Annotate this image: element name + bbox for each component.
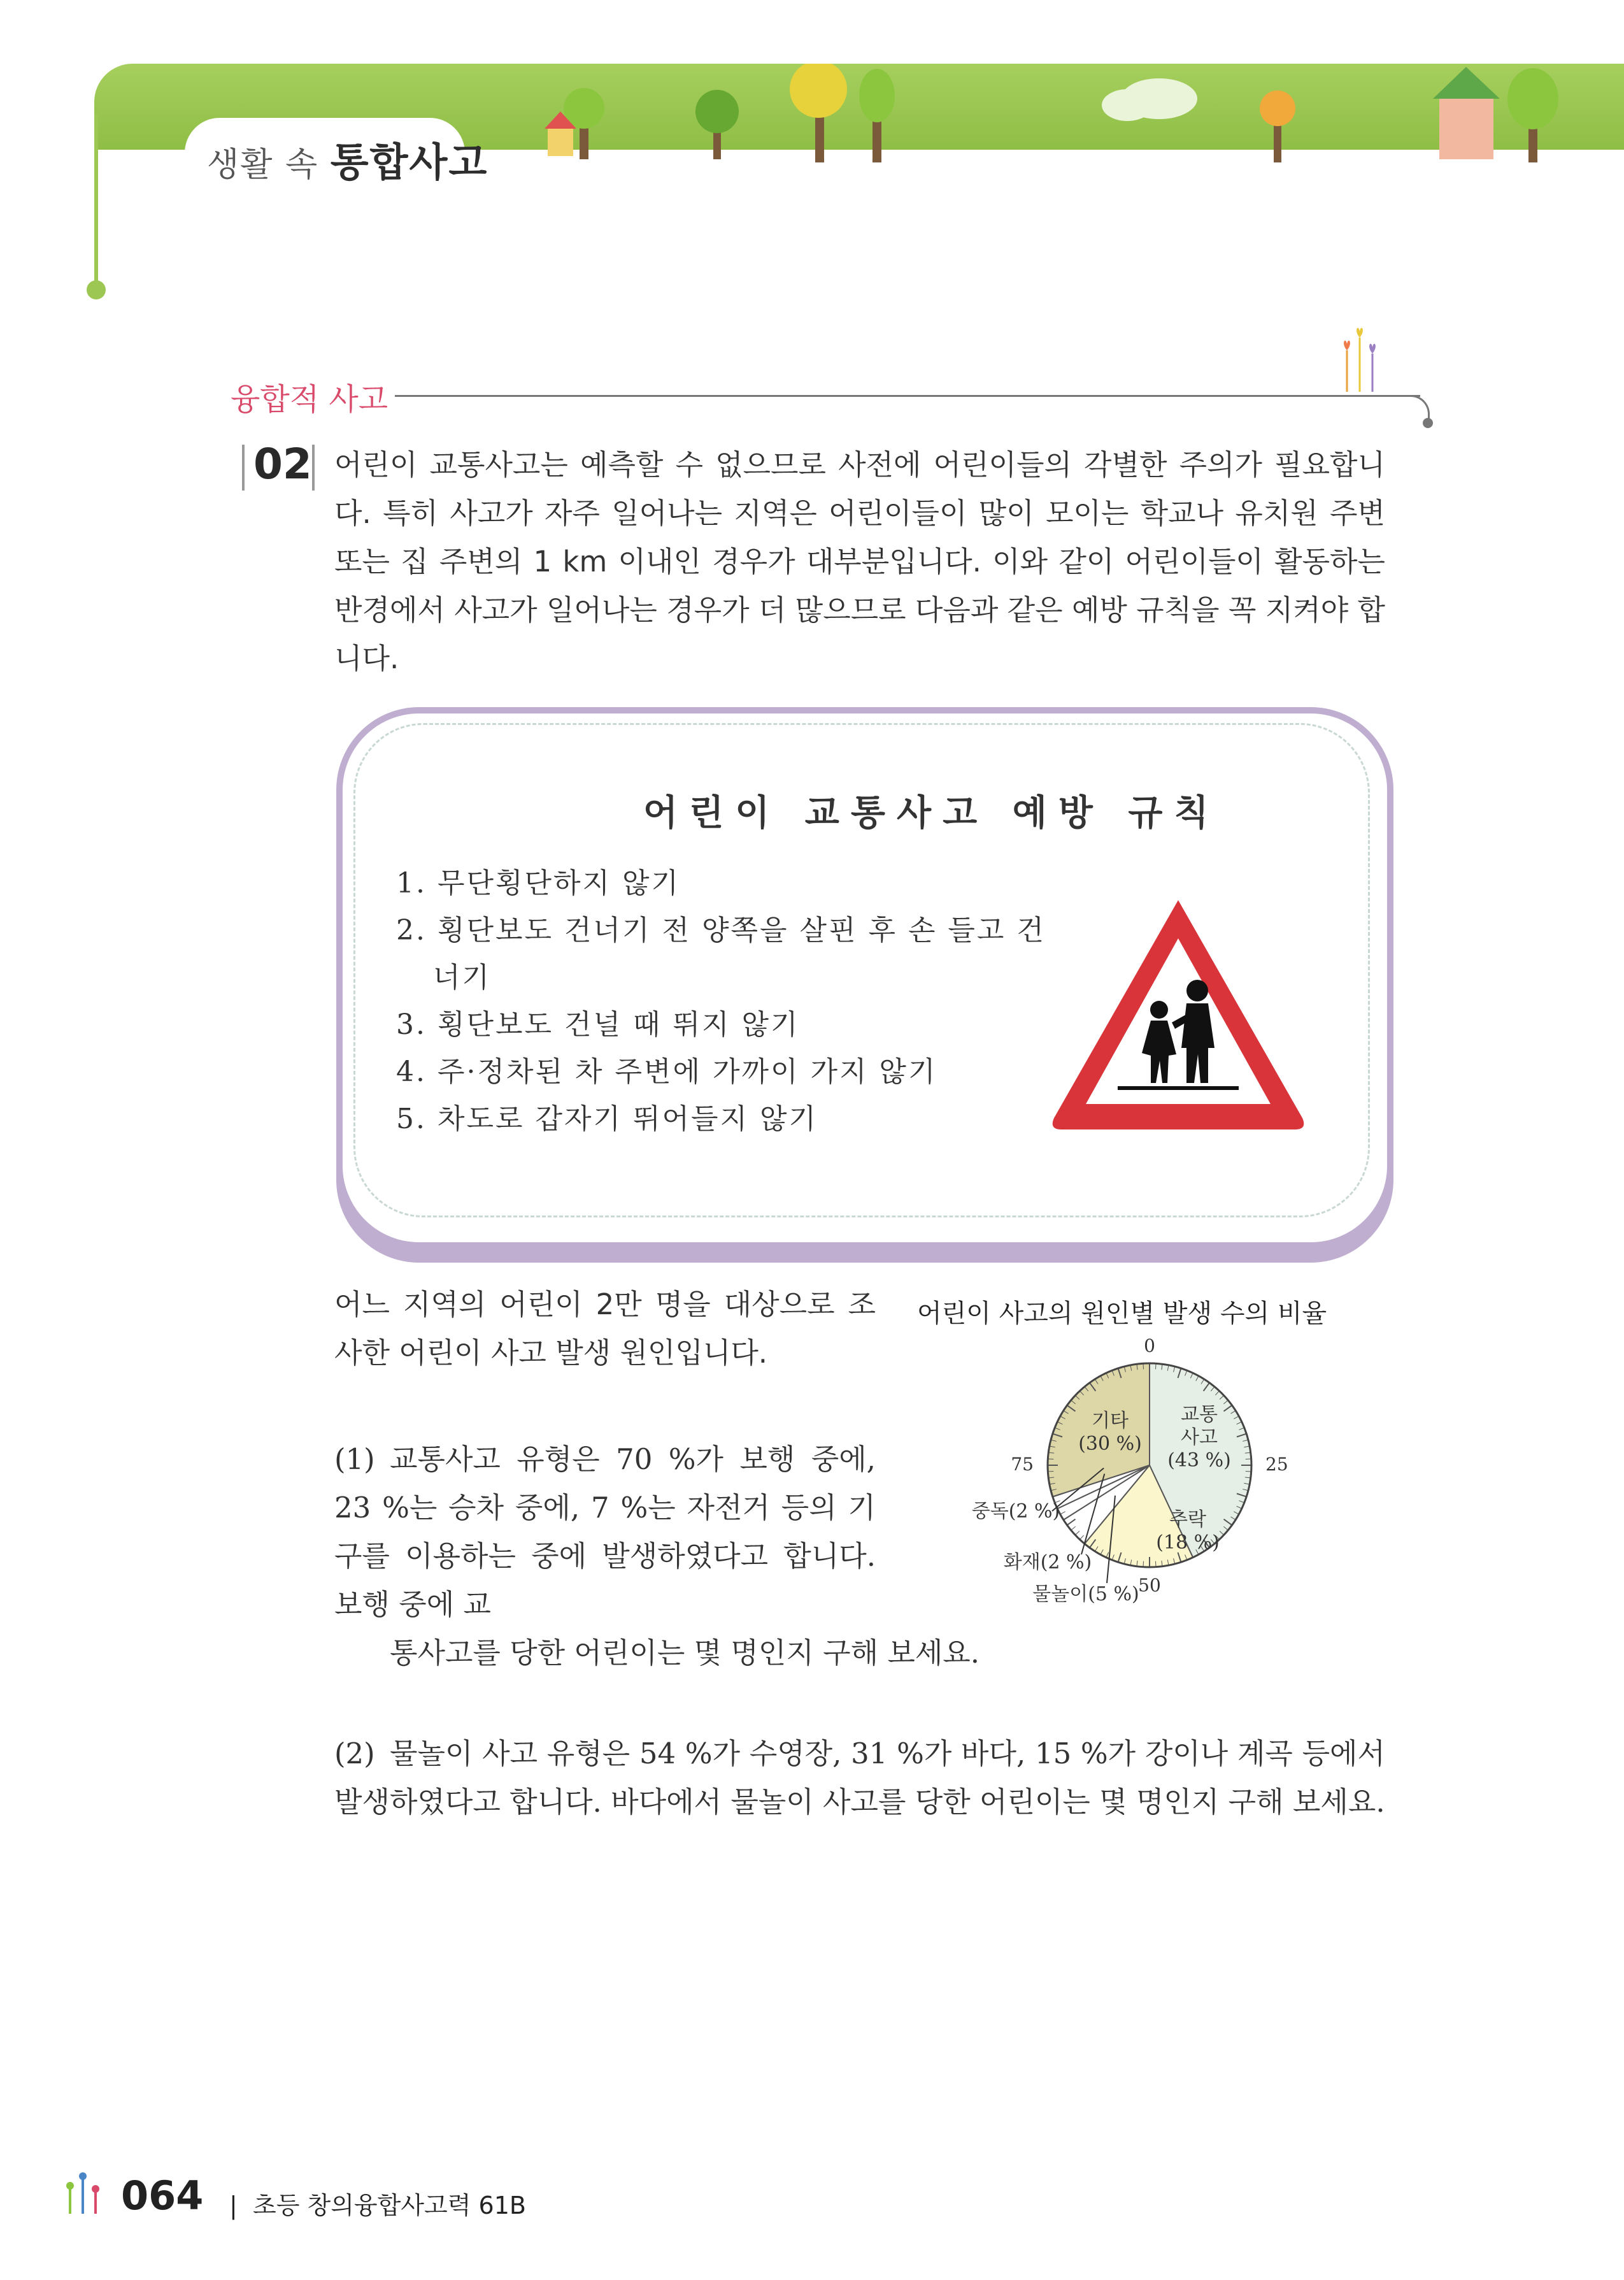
village-illustration: [484, 64, 1624, 191]
number-bar-left: [242, 445, 245, 491]
slice-label: 교통: [1181, 1403, 1218, 1426]
question-2: [334, 1730, 1385, 1826]
scale-label: 0: [1144, 1335, 1155, 1356]
footer-book-title: 초등 창의융합사고력 61B: [252, 2191, 526, 2219]
rule-item: 5. 차도로 갑자기 뛰어들지 않기: [396, 1103, 818, 1135]
tree-icon: [695, 90, 739, 159]
tree-icon: [1507, 68, 1558, 162]
flower-icon: [1334, 322, 1385, 392]
rule-item: 2. 횡단보도 건너기 전 양쪽을 살핀 후 손 들고 건너기: [396, 914, 1046, 994]
tree-icon: [859, 69, 895, 162]
intro-paragraph: 어린이 교통사고는 예측할 수 없으므로 사전에 어린이들의 각별한 주의가 필요합니다. 특히 사고가 자주 일어나는 지역은 어린이들이 많이 모이는 학교나 유치원 주변 또는 집 주변의 1 km 이내인 경우가 대부분입니다. 이와 같이 어린이들이 활동하는 반경에서 사고가 일어나는 경우가 더 많으므로 다음과 같은 예방 규칙을 꼭 지켜야 합니다.: [334, 448, 1385, 675]
tree-icon: [1260, 90, 1295, 162]
rule-item: 1. 무단횡단하지 않기: [396, 867, 680, 900]
context-text: 어느 지역의 어린이 2만 명을 대상으로 조사한 어린이 사고 발생 원인입니다.: [334, 1287, 876, 1370]
rule-item: 4. 주·정차된 차 주변에 가까이 가지 않기: [396, 1056, 937, 1088]
section-rule-dot: [1423, 418, 1433, 428]
house-icon: [1433, 67, 1500, 159]
rules-title: 어린이 교통사고 예방 규칙: [643, 792, 1220, 834]
slice-label: (18 %): [1156, 1531, 1220, 1554]
problem-number: 02: [253, 440, 312, 489]
cloud-icon: [1102, 78, 1197, 121]
question-number: (1): [334, 1442, 375, 1476]
rule-item: 3. 횡단보도 건널 때 뛰지 않기: [396, 1008, 800, 1041]
chart-title: 어린이 사고의 원인별 발생 수의 비율: [917, 1299, 1327, 1328]
scale-label: 75: [1011, 1454, 1034, 1475]
slice-label: 기타: [1092, 1410, 1129, 1432]
tree-icon: [790, 64, 847, 162]
page-header-title: 생활 속 통합사고: [207, 139, 488, 185]
footer-separator: |: [229, 2191, 238, 2219]
scale-label: 25: [1265, 1454, 1288, 1475]
banner-line: [94, 115, 98, 287]
page-number: 064: [121, 2172, 204, 2219]
slice-outside-label: 물놀이(5 %): [1032, 1583, 1139, 1605]
slice-label: (43 %): [1167, 1449, 1231, 1472]
banner-dot: [87, 280, 106, 299]
slice-outside-label: 중독(2 %): [971, 1500, 1060, 1523]
question-text: 교통사고 유형은 70 %가 보행 중에, 23 %는 승차 중에, 7 %는 자전거 등의 기구를 이용하는 중에 발생하였다고 합니다. 보행 중에 교: [334, 1442, 876, 1621]
question-text: 물놀이 사고 유형은 54 %가 수영장, 31 %가 바다, 15 %가 강이나 계곡 등에서 발생하였다고 합니다. 바다에서 물놀이 사고를 당한 어린이는 몇 명인지 구해 보세요.: [334, 1737, 1385, 1819]
footer-book: [229, 2186, 526, 2221]
slice-outside-label: 화재(2 %): [1003, 1551, 1092, 1574]
section-rule: [395, 395, 1420, 397]
number-bar-right: [312, 445, 315, 491]
question-text-continued: 통사고를 당한 어린이는 몇 명인지 구해 보세요.: [390, 1636, 980, 1670]
slice-label: (30 %): [1078, 1433, 1142, 1455]
slice-label: 사고: [1181, 1426, 1218, 1449]
question-1: [334, 1435, 1086, 1677]
sprout-icon: [57, 2163, 108, 2214]
question-number: (2): [334, 1737, 375, 1770]
slice-label: 추락: [1169, 1509, 1206, 1531]
rules-list: [396, 860, 1052, 1143]
scale-label: 50: [1138, 1575, 1161, 1596]
section-label: 융합적 사고: [231, 382, 388, 417]
school-zone-sign-icon: [1041, 889, 1315, 1137]
